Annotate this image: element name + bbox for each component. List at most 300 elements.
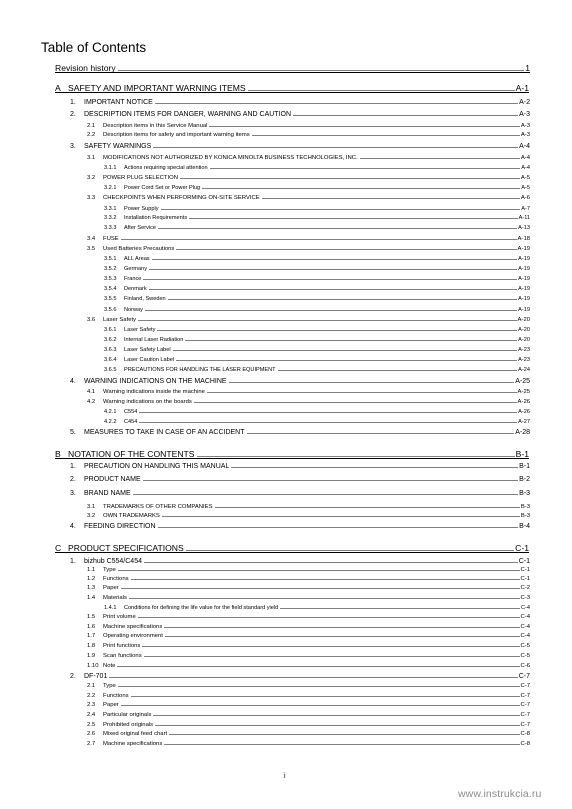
- dot-leader: [162, 516, 520, 517]
- toc-entry-title: Power Supply: [124, 205, 159, 212]
- dot-leader: [248, 90, 515, 91]
- toc-entry[interactable]: [104, 325, 530, 333]
- toc-entry-title: PRECAUTIONS FOR HANDLING THE LASER EQUIPMENT: [124, 366, 276, 373]
- dot-leader: [161, 209, 521, 210]
- toc-entry[interactable]: [104, 213, 530, 221]
- dot-leader: [143, 480, 518, 481]
- toc-entry-number: 3.3.2: [104, 214, 117, 221]
- toc-entry[interactable]: [87, 121, 530, 129]
- toc-entry[interactable]: [55, 82, 529, 93]
- toc-entry-number: 1.9: [87, 653, 96, 659]
- toc-entry-title: Note: [103, 663, 116, 669]
- toc-entry-page: A-19: [518, 295, 530, 302]
- toc-entry-number: 2.7: [87, 741, 96, 747]
- dot-leader: [117, 666, 519, 667]
- toc-entry-number: 4.: [70, 378, 76, 385]
- toc-entry-number: 2.3: [87, 702, 96, 708]
- toc-entry-title: France: [124, 275, 142, 282]
- toc-entry-page: C-4: [520, 624, 530, 630]
- toc-entry-number: 2.1: [87, 683, 96, 689]
- toc-entry-number: 1.4: [87, 595, 96, 601]
- toc-entry[interactable]: [70, 461, 530, 470]
- toc-entry-number: 2.: [70, 673, 76, 680]
- toc-entry-page: A-19: [518, 275, 530, 282]
- dot-leader: [180, 178, 520, 179]
- toc-entry-title: Description items in this Service Manual: [103, 123, 208, 129]
- dot-leader: [278, 370, 518, 371]
- toc-entry-title: Functions: [103, 576, 129, 582]
- dot-leader: [173, 350, 518, 351]
- toc-entry-title: WARNING INDICATIONS ON THE MACHINE: [84, 378, 227, 385]
- toc-entry-title: Paper: [103, 585, 119, 591]
- toc-entry-page: C-5: [520, 643, 530, 649]
- toc-entry-title: Prohibited originals: [103, 722, 154, 728]
- toc-entry-title: C554: [124, 408, 138, 415]
- toc-entry-page: B-1: [519, 463, 530, 470]
- toc-entry-page: A-23: [518, 356, 530, 363]
- dot-leader: [189, 218, 517, 219]
- toc-entry-page: A-25: [515, 378, 530, 385]
- dot-leader: [176, 360, 517, 361]
- toc-entry-title: C454: [124, 418, 138, 425]
- dot-leader: [149, 269, 517, 270]
- toc-entry-page: C-7: [520, 683, 530, 689]
- toc-entry-number: 1.5: [87, 614, 96, 620]
- dot-leader: [158, 527, 519, 528]
- toc-entry-title: SAFETY AND IMPORTANT WARNING ITEMS: [68, 83, 246, 93]
- toc-entry[interactable]: [87, 700, 530, 708]
- toc-entry-title: Print functions: [103, 643, 141, 649]
- toc-entry-page: A-13: [518, 224, 530, 231]
- toc-entry[interactable]: [87, 130, 530, 138]
- toc-entry[interactable]: [104, 345, 530, 353]
- dot-leader: [197, 456, 515, 457]
- dot-leader: [164, 744, 519, 745]
- toc-entry-title: NOTATION OF THE CONTENTS: [68, 449, 195, 459]
- dot-leader: [121, 588, 520, 589]
- toc-entry-title: Type: [103, 567, 116, 573]
- dot-leader: [262, 198, 520, 199]
- toc-entry-title: BRAND NAME: [84, 490, 131, 497]
- toc-entry[interactable]: [70, 474, 530, 483]
- toc-entry-page: A-19: [518, 265, 530, 272]
- toc-entry[interactable]: [87, 661, 530, 669]
- toc-entry-number: A: [55, 83, 61, 93]
- toc-entry-title: Warning indications on the boards: [103, 399, 192, 405]
- toc-entry-page: A-7: [521, 205, 530, 212]
- dot-leader: [144, 562, 518, 563]
- toc-entry[interactable]: [87, 574, 530, 582]
- toc-entry-number: 2.4: [87, 712, 96, 718]
- toc-entry[interactable]: [87, 173, 530, 181]
- toc-entry-title: Laser Safety: [124, 326, 156, 333]
- toc-entry[interactable]: [87, 651, 530, 659]
- toc-entry-number: 3.6.4: [104, 356, 117, 363]
- toc-entry-page: B-1: [515, 449, 529, 459]
- toc-entry[interactable]: [104, 254, 530, 262]
- toc-entry-title: Machine specifications: [103, 741, 163, 747]
- toc-entry-number: 3.3.1: [104, 205, 117, 212]
- dot-leader: [157, 330, 517, 331]
- toc-entry-page: A-4: [521, 164, 530, 171]
- dot-leader: [139, 422, 517, 423]
- toc-entry-title: FEEDING DIRECTION: [84, 523, 156, 530]
- toc-entry-number: 1.: [70, 558, 76, 565]
- toc-entry[interactable]: [104, 163, 530, 171]
- dot-leader: [142, 646, 519, 647]
- dot-leader: [153, 147, 518, 148]
- toc-entry-number: 1.7: [87, 633, 96, 639]
- toc-entry-number: 3.3: [87, 195, 96, 201]
- dot-leader: [215, 507, 520, 508]
- toc-entry-page: A-11: [518, 214, 530, 221]
- dot-leader: [121, 705, 520, 706]
- dot-leader: [209, 126, 519, 127]
- dot-leader: [164, 627, 519, 628]
- toc-entry-title: Description items for safety and important warning items: [103, 132, 250, 138]
- toc-entry-page: A-6: [520, 195, 530, 201]
- toc-entry[interactable]: [70, 521, 530, 530]
- toc-entry-page: A-3: [520, 123, 530, 129]
- toc-entry-title: Laser Safety Label: [124, 346, 171, 353]
- dot-leader: [145, 310, 517, 311]
- toc-entry-number: 3.6.3: [104, 346, 117, 353]
- toc-entry-title: Germany: [124, 265, 148, 272]
- toc-entry-page: A-20: [518, 336, 530, 343]
- toc-entry-title: DESCRIPTION ITEMS FOR DANGER, WARNING AND CAUTION: [84, 111, 292, 118]
- dot-leader: [231, 467, 518, 468]
- toc-entry[interactable]: [87, 244, 530, 252]
- toc-entry[interactable]: [55, 542, 529, 553]
- toc-entry-number: 5.: [70, 429, 76, 436]
- toc-entry[interactable]: [104, 274, 530, 282]
- toc-entry-page: A-2: [519, 99, 530, 106]
- toc-entry-number: 3.4: [87, 236, 96, 242]
- dot-leader: [247, 433, 515, 434]
- dot-leader: [186, 550, 514, 551]
- toc-entry-number: 3.1: [87, 504, 96, 510]
- toc-entry-page: B-2: [519, 476, 530, 483]
- dot-leader: [155, 103, 518, 104]
- dot-leader: [109, 677, 517, 678]
- toc-entry-title: POWER PLUG SELECTION: [103, 175, 178, 181]
- toc-entry-page: A-20: [517, 317, 530, 323]
- toc-entry-number: 1.2: [87, 576, 96, 582]
- toc-entry[interactable]: [104, 335, 530, 343]
- toc-entry-number: 4.2: [87, 399, 96, 405]
- toc-entry[interactable]: [87, 681, 530, 689]
- toc-entry[interactable]: [87, 387, 530, 395]
- toc-entry-page: C-2: [520, 585, 530, 591]
- toc-entry-number: 1.10: [87, 663, 99, 669]
- toc-entry[interactable]: [70, 671, 530, 680]
- dot-leader: [252, 135, 520, 136]
- dot-leader: [138, 320, 516, 321]
- toc-entry-page: B-3: [520, 504, 530, 510]
- dot-leader: [131, 579, 520, 580]
- toc-entry-number: 3.6: [87, 317, 96, 323]
- toc-entry-number: 3.6.2: [104, 336, 117, 343]
- toc-entry-number: 1.3: [87, 585, 96, 591]
- toc-entry-title: Power Cord Set or Power Plug: [124, 184, 201, 191]
- toc-entry[interactable]: [87, 315, 530, 323]
- toc-entry-page: B-3: [519, 490, 530, 497]
- toc-entry-title: ALL Areas: [124, 255, 150, 262]
- toc-entry-page: C-6: [520, 663, 530, 669]
- toc-entry-number: 3.: [70, 143, 76, 150]
- toc-entry-title: Actions requiring special attention: [124, 164, 208, 171]
- toc-entry-number: 2.2: [87, 132, 96, 138]
- toc-entry-number: 2.1: [87, 123, 96, 129]
- toc-entry-number: 1.6: [87, 624, 96, 630]
- toc-entry-page: C-8: [520, 741, 530, 747]
- toc-entry-page: C-4: [520, 614, 530, 620]
- toc-entry-number: 2.: [70, 111, 76, 118]
- toc-entry-title: Mixed original feed chart: [103, 731, 168, 737]
- dot-leader: [229, 382, 515, 383]
- toc-entry-page: C-7: [520, 722, 530, 728]
- toc-entry[interactable]: [104, 223, 530, 231]
- toc-entry-page: 1: [525, 63, 530, 73]
- dot-leader: [118, 70, 525, 71]
- toc-entry-page: C-1: [515, 543, 529, 553]
- toc-entry-number: 3.5.4: [104, 285, 117, 292]
- toc-entry-page: A-19: [518, 306, 530, 313]
- toc-entry-number: 3.3.3: [104, 224, 117, 231]
- toc-entry[interactable]: [87, 397, 530, 405]
- toc-entry-page: C-4: [520, 633, 530, 639]
- toc-entry-page: A-25: [517, 389, 530, 395]
- dot-leader: [185, 340, 517, 341]
- dot-leader: [153, 715, 519, 716]
- toc-entry[interactable]: [87, 234, 530, 242]
- toc-entry[interactable]: [70, 427, 530, 436]
- toc-entry-number: C: [55, 543, 62, 553]
- dot-leader: [133, 494, 518, 495]
- toc-entry[interactable]: [87, 710, 530, 718]
- toc-entry-title: FUSE: [103, 236, 119, 242]
- toc-entry-number: 4.: [70, 523, 76, 530]
- toc-entry-page: A-3: [519, 111, 530, 118]
- toc-entry[interactable]: [87, 193, 530, 201]
- toc-entry-page: A-23: [518, 346, 530, 353]
- toc-entry-title: Laser Caution Label: [124, 356, 175, 363]
- toc-entry-title: Installation Requirements: [124, 214, 188, 221]
- toc-entry[interactable]: [104, 204, 530, 212]
- toc-entry-title: OWN TRADEMARKS: [103, 513, 160, 519]
- toc-entry-title: bizhub C554/C454: [84, 558, 142, 565]
- toc-entry-title: MEASURES TO TAKE IN CASE OF AN ACCIDENT: [84, 429, 245, 436]
- toc-entry-page: A-4: [519, 143, 530, 150]
- toc-entry-title: Paper: [103, 702, 119, 708]
- toc-entry[interactable]: [104, 294, 530, 302]
- toc-entry[interactable]: [87, 739, 530, 747]
- toc-entry-number: 3.5.3: [104, 275, 117, 282]
- toc-entry[interactable]: [70, 97, 530, 106]
- dot-leader: [118, 686, 520, 687]
- dot-leader: [144, 656, 520, 657]
- toc-entry-title: Scan functions: [103, 653, 142, 659]
- toc-entry[interactable]: [104, 183, 530, 191]
- toc-entry-title: Revision history: [55, 63, 116, 73]
- toc-entry-number: 3.2: [87, 513, 96, 519]
- toc-entry[interactable]: [70, 376, 530, 385]
- toc-entry-title: Particular originals: [103, 712, 152, 718]
- toc-entry-number: 3.5.2: [104, 265, 117, 272]
- toc-entry-number: 2.2: [87, 693, 96, 699]
- toc-entry-page: A-24: [518, 366, 530, 373]
- toc-entry-number: 4.1: [87, 389, 96, 395]
- toc-entry-number: 2.5: [87, 722, 96, 728]
- toc-entry[interactable]: [87, 729, 530, 737]
- toc-entry[interactable]: [70, 488, 530, 497]
- dot-leader: [139, 412, 517, 413]
- toc-entry[interactable]: [87, 583, 530, 591]
- dot-leader: [210, 168, 521, 169]
- toc-entry-title: After Service: [124, 224, 157, 231]
- toc-entry[interactable]: [87, 641, 530, 649]
- dot-leader: [194, 402, 517, 403]
- toc-entry-page: A-5: [521, 184, 530, 191]
- toc-entry-title: Functions: [103, 693, 129, 699]
- toc-entry-title: MODIFICATIONS NOT AUTHORIZED BY KONICA MINOLTA BUSINESS TECHNOLOGIES, INC.: [103, 155, 358, 161]
- toc-entry-page: C-7: [520, 712, 530, 718]
- toc-entry-page: A-4: [520, 155, 530, 161]
- dot-leader: [129, 598, 520, 599]
- toc-entry-title: Type: [103, 683, 116, 689]
- toc-entry-title: Conditions for defining the life value for the field standard yield: [124, 604, 279, 611]
- toc-entry-title: PRECAUTION ON HANDLING THIS MANUAL: [84, 463, 230, 470]
- toc-entry-page: C-1: [520, 576, 530, 582]
- toc-entry[interactable]: [87, 622, 530, 630]
- dot-leader: [138, 617, 520, 618]
- toc-entry-page: C-5: [520, 653, 530, 659]
- toc-entry[interactable]: [104, 417, 530, 425]
- toc-entry[interactable]: [104, 603, 530, 611]
- toc-entry-number: 3.5.1: [104, 255, 117, 262]
- toc-entry[interactable]: [87, 565, 530, 573]
- toc-entry-number: 3.2: [87, 175, 96, 181]
- toc-entry-title: Laser Safety: [103, 317, 137, 323]
- toc-entry-title: TRADEMARKS OF OTHER COMPANIES: [103, 504, 213, 510]
- toc-entry-number: 4.2.2: [104, 418, 117, 425]
- toc-entry-number: 3.6.1: [104, 326, 117, 333]
- toc-entry-number: 3.5.5: [104, 295, 117, 302]
- toc-entry-page: A-19: [518, 255, 530, 262]
- toc-entry[interactable]: [104, 365, 530, 373]
- toc-entry[interactable]: [104, 355, 530, 363]
- dot-leader: [165, 636, 520, 637]
- dot-leader: [158, 228, 517, 229]
- toc-entry-number: B: [55, 449, 61, 459]
- toc-entry-page: A-28: [515, 429, 530, 436]
- dot-leader: [169, 734, 519, 735]
- toc-entry[interactable]: [104, 407, 530, 415]
- toc-entry-title: Denmark: [124, 285, 147, 292]
- toc-entry-page: A-19: [518, 285, 530, 292]
- toc-entry[interactable]: [104, 264, 530, 272]
- toc-entry-title: Internal Laser Radiation: [124, 336, 184, 343]
- toc-entry-page: A-5: [520, 175, 530, 181]
- toc-entry-page: C-1: [518, 558, 530, 565]
- toc-entry-number: 1.: [70, 99, 76, 106]
- toc-entry[interactable]: [87, 511, 530, 519]
- toc-entry-page: A-1: [515, 83, 529, 93]
- dot-leader: [149, 289, 517, 290]
- toc-entry[interactable]: [104, 284, 530, 292]
- toc-entry[interactable]: [87, 720, 530, 728]
- toc-entry[interactable]: [70, 556, 530, 565]
- toc-entry-number: 4.2.1: [104, 408, 117, 415]
- dot-leader: [207, 392, 517, 393]
- toc-entry[interactable]: [70, 141, 530, 150]
- toc-entry-title: Materials: [103, 595, 127, 601]
- toc-entry-number: 1.: [70, 463, 76, 470]
- toc-entry-page: A-26: [517, 399, 530, 405]
- toc-entry-page: C-8: [520, 731, 530, 737]
- footer-page-number: i: [284, 773, 286, 780]
- toc-entry-title: PRODUCT SPECIFICATIONS: [68, 543, 184, 553]
- dot-leader: [202, 188, 520, 189]
- toc-entry-page: C-1: [520, 567, 530, 573]
- toc-entry-title: Operating environment: [103, 633, 163, 639]
- toc-entry-page: A-3: [520, 132, 530, 138]
- dot-leader: [143, 279, 517, 280]
- toc-entry[interactable]: [55, 62, 530, 73]
- page-title: Table of Contents: [41, 40, 147, 55]
- toc-entry-page: A-20: [518, 326, 530, 333]
- toc-entry-page: B-4: [519, 523, 530, 530]
- dot-leader: [168, 299, 518, 300]
- toc-entry-number: 2.6: [87, 731, 96, 737]
- toc-entry[interactable]: [87, 593, 530, 601]
- toc-entry-page: C-7: [518, 673, 530, 680]
- toc-entry-number: 3.1.1: [104, 164, 117, 171]
- dot-leader: [293, 115, 518, 116]
- toc-entry-page: C-3: [520, 595, 530, 601]
- toc-entry-number: 3.2.1: [104, 184, 117, 191]
- toc-entry-page: C-4: [520, 604, 530, 611]
- toc-entry-title: Warning indications inside the machine: [103, 389, 205, 395]
- dot-leader: [155, 725, 519, 726]
- toc-entry-number: 3.1: [87, 155, 96, 161]
- toc-entry-page: A-26: [518, 408, 530, 415]
- toc-entry[interactable]: [104, 305, 530, 313]
- toc-entry[interactable]: [87, 153, 530, 161]
- toc-entry-title: IMPORTANT NOTICE: [84, 99, 153, 106]
- toc-entry[interactable]: [70, 109, 530, 118]
- toc-entry[interactable]: [55, 448, 529, 459]
- toc-entry-title: Finland, Sweden: [124, 295, 166, 302]
- toc-entry-number: 3.5.6: [104, 306, 117, 313]
- toc-entry-title: CHECKPOINTS WHEN PERFORMING ON-SITE SERVICE: [103, 195, 260, 201]
- toc-entry[interactable]: [87, 691, 530, 699]
- toc-entry-number: 3.: [70, 490, 76, 497]
- toc-entry-page: A-18: [517, 236, 530, 242]
- toc-entry[interactable]: [87, 612, 530, 620]
- dot-leader: [360, 158, 520, 159]
- toc-entry-page: A-19: [517, 246, 530, 252]
- toc-entry-title: Used Batteries Precautions: [103, 246, 175, 252]
- toc-entry[interactable]: [87, 502, 530, 510]
- toc-entry-title: PRODUCT NAME: [84, 476, 141, 483]
- toc-entry-title: DF-701: [84, 673, 108, 680]
- toc-entry-page: C-7: [520, 693, 530, 699]
- toc-entry[interactable]: [87, 631, 530, 639]
- toc-entry-number: 3.6.5: [104, 366, 117, 373]
- toc-entry-title: SAFETY WARNINGS: [84, 143, 152, 150]
- toc-entry-number: 1.8: [87, 643, 96, 649]
